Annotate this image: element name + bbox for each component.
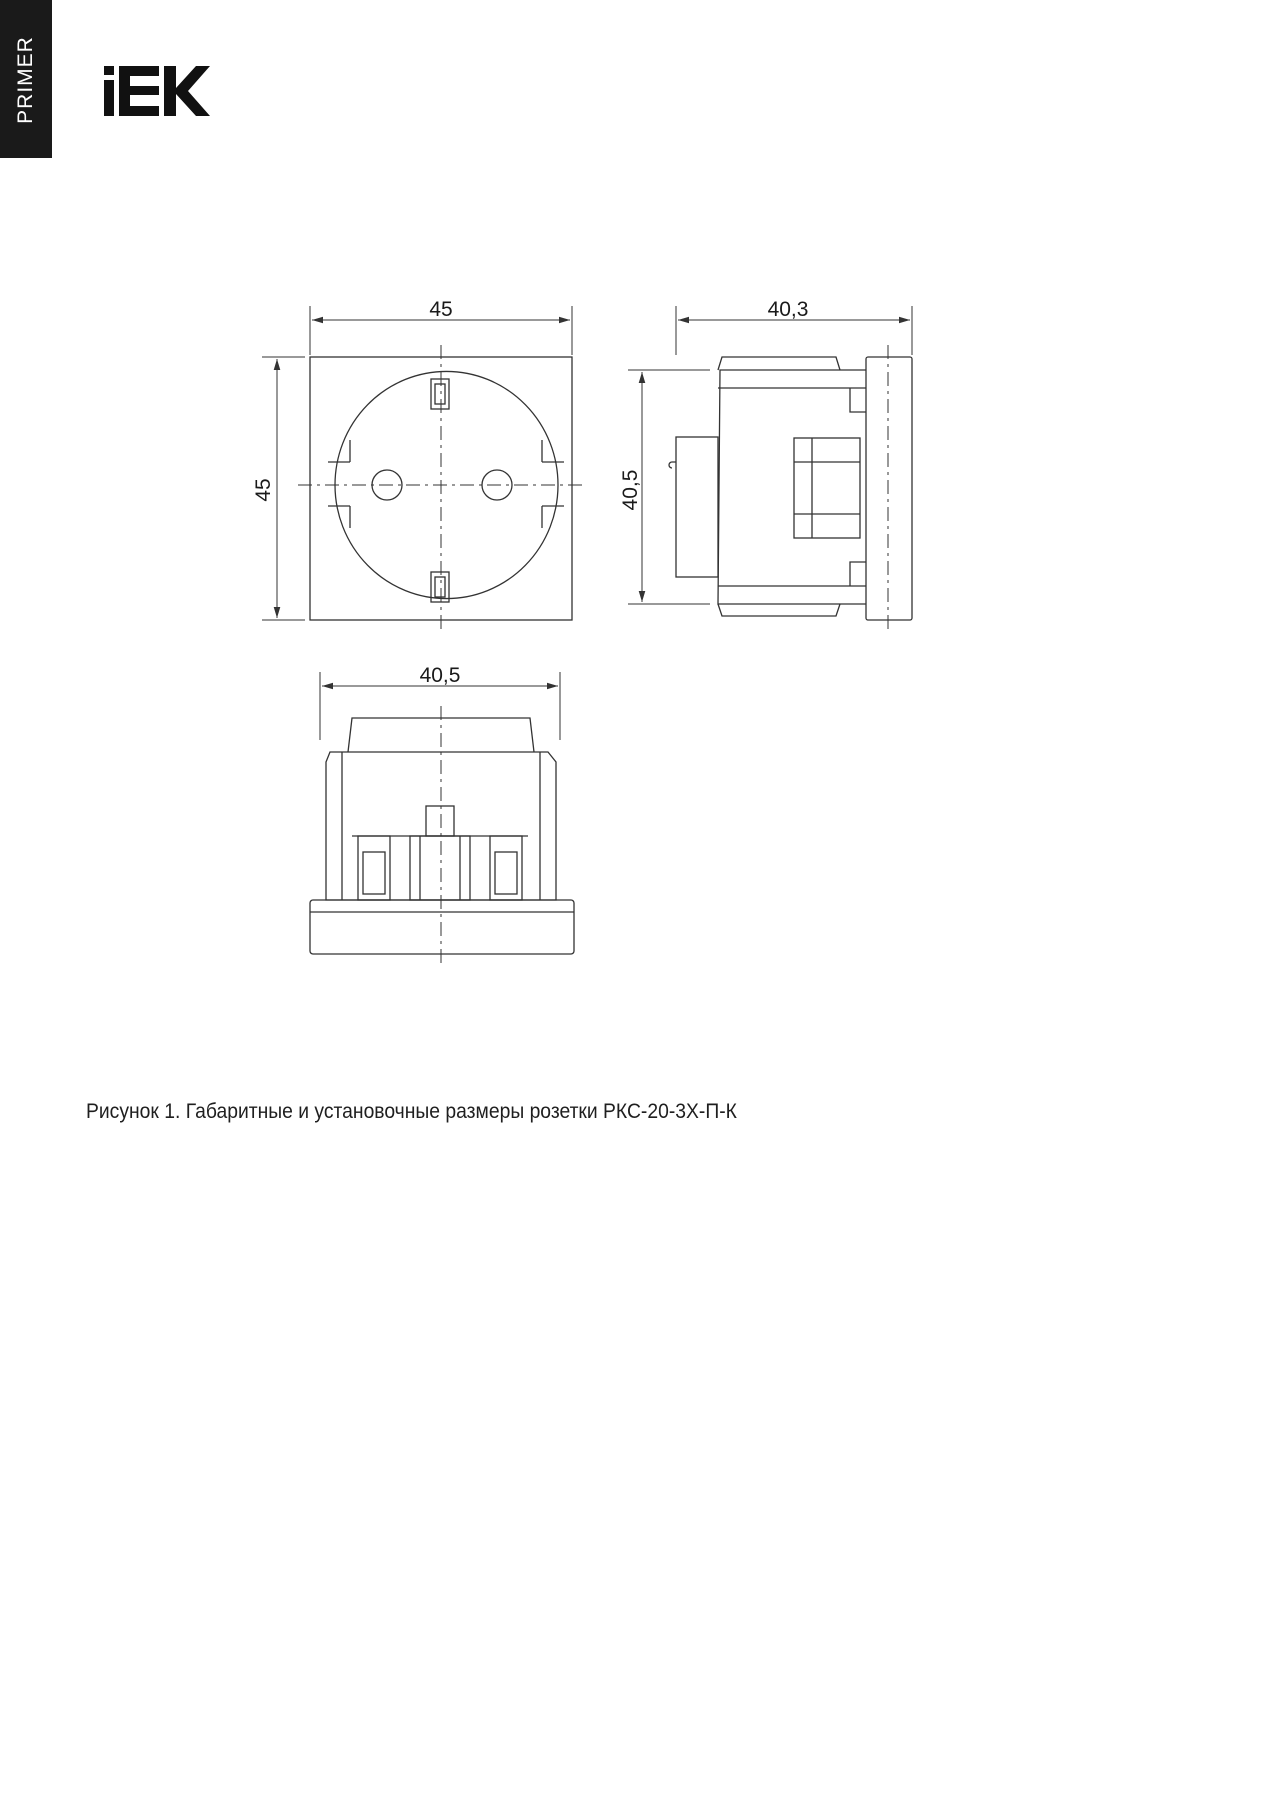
- series-tab-label: PRIMER: [14, 36, 37, 124]
- side-view: [628, 306, 912, 632]
- bottom-width-label: 40,5: [419, 664, 461, 687]
- figure-caption: Рисунок 1. Габаритные и установочные размеры розетки РКС-20-3Х-П-К: [86, 1100, 737, 1123]
- front-height-label: 45: [252, 478, 275, 502]
- front-view: [262, 306, 584, 632]
- side-depth-label: 40,3: [767, 298, 809, 321]
- bottom-view: [310, 672, 574, 966]
- front-width-label: 45: [429, 298, 453, 321]
- side-height-label: 40,5: [619, 469, 642, 511]
